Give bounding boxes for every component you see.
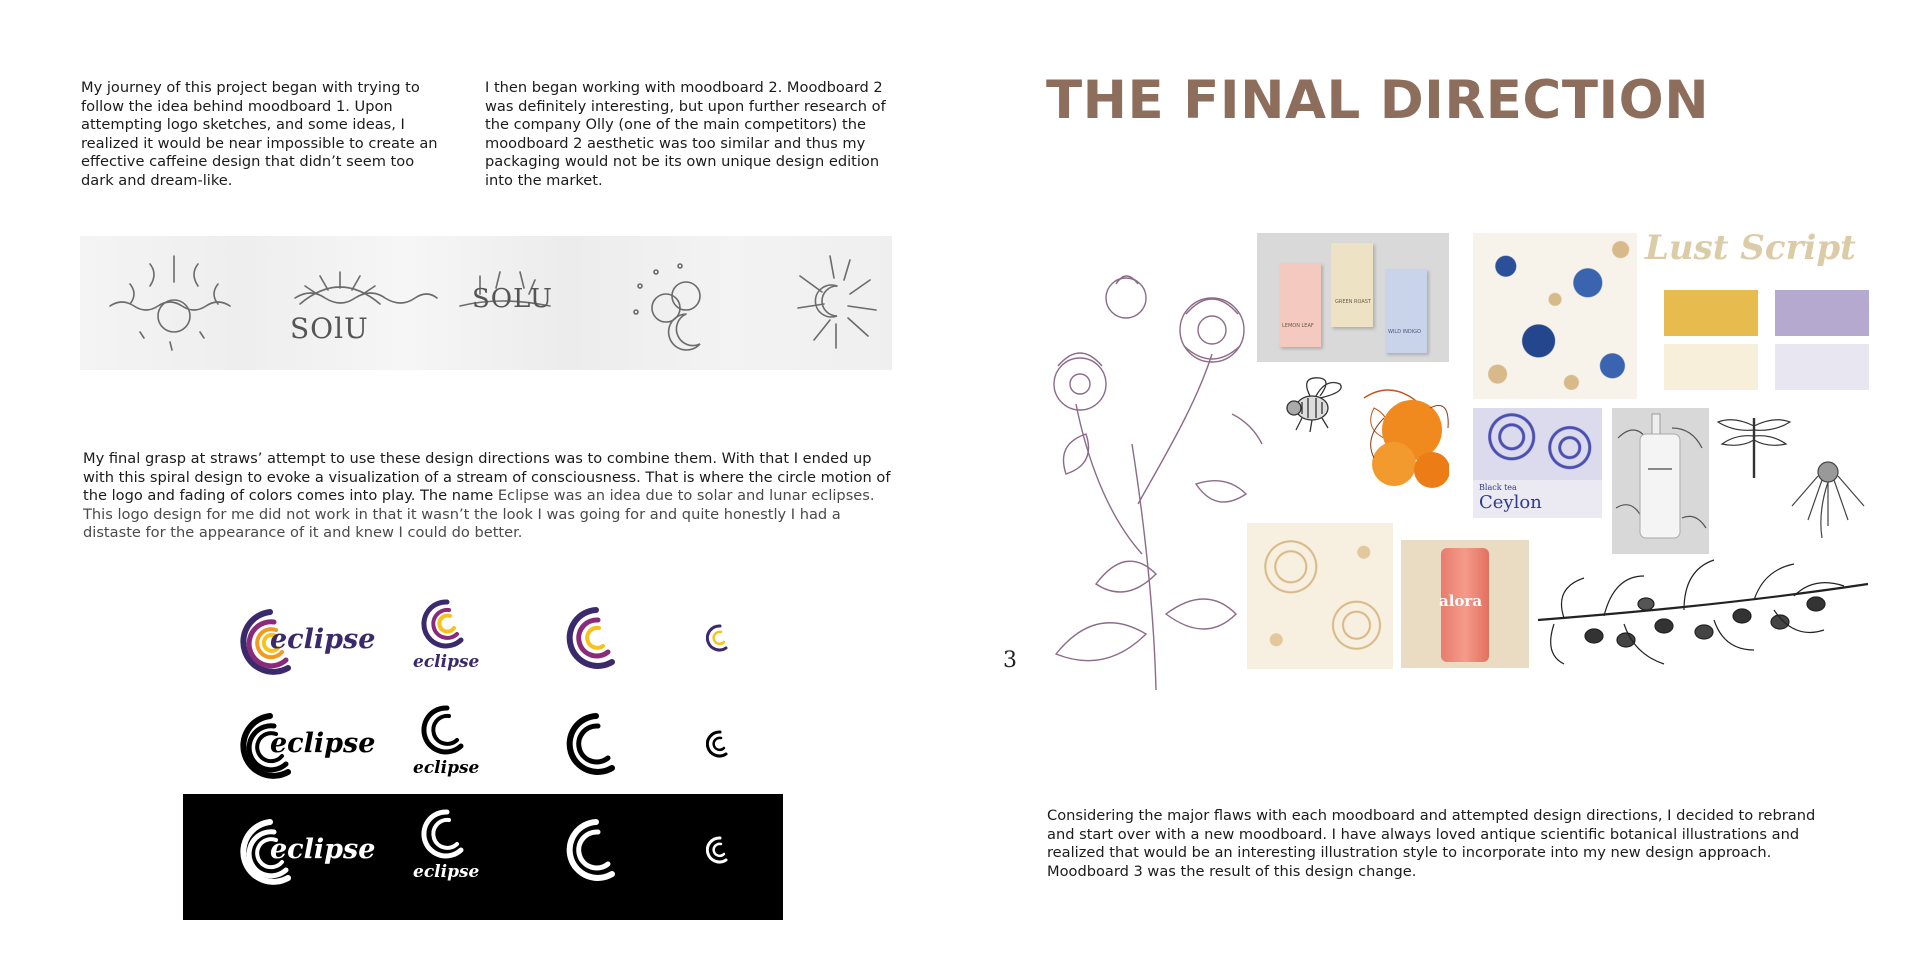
eclipse-logo-color-horizontal — [230, 604, 376, 678]
orange-fruit-illustration — [1354, 378, 1449, 492]
bee-illustration — [1272, 372, 1350, 436]
eclipse-logo-white-horizontal — [230, 814, 376, 888]
eclipse-wordmark: eclipse — [413, 652, 480, 672]
eclipse-logo-white-mark — [562, 818, 622, 882]
logo-sketches-image — [80, 236, 892, 370]
page-number: 3 — [1003, 648, 1017, 673]
eclipse-wordmark: eclipse — [413, 862, 480, 882]
eclipse-logo-white-stacked — [413, 808, 479, 888]
package-label-green-roast: GREEN ROAST — [1335, 299, 1371, 305]
solu-sun-sketch-icon — [295, 272, 437, 304]
eclipse-logo-color-stacked — [413, 598, 479, 678]
sketch-word-solu-2: SOLU — [472, 284, 553, 314]
bottom-paragraph: Considering the major flaws with each moodboard and attempted design directions, I decided to rebrand and start over with a new moodboard. I have always loved antique scientific botanical illustrations and realized that would be an interesting illustration style to incorporate into my new design approach. Moodboard 3 was the result of this design change. — [1047, 807, 1816, 880]
color-swatch-gold — [1664, 290, 1758, 336]
coneflower-illustration — [1782, 446, 1872, 538]
eclipse-logo-black-small — [706, 730, 730, 758]
package-label-wild-indigo: WILD INDIGO — [1388, 329, 1421, 335]
moon-sketch-icon — [634, 264, 700, 350]
final-attempt-paragraph — [83, 450, 903, 543]
tea-packaging-mockup — [1257, 233, 1449, 362]
final-attempt-text-dark: My final grasp at straws’ attempt to use these design directions was to combine them. With that I ended up with this spiral design to evoke a visualization of a stream of consciousness. That is where the circle motion of the logo and fading of colors comes into play. The name — [83, 450, 891, 505]
font-sample-lust-script: Lust Script — [1645, 228, 1856, 268]
package-label-lemon-leaf: LEMON LEAF — [1282, 323, 1314, 329]
ceylon-subtitle: Black tea — [1479, 483, 1517, 492]
color-swatch-lavender — [1775, 290, 1869, 336]
eclipse-logo-white-small — [706, 836, 730, 864]
lotion-bottle-photo — [1612, 408, 1709, 554]
blue-floral-pattern — [1473, 233, 1637, 399]
color-swatch-light-lavender — [1775, 344, 1869, 390]
intro-paragraph-1: My journey of this project began with trying to follow the idea behind moodboard 1. Upon attempting logo sketches, and some ideas, I realized it would be near impossible to create an effective caffeine design that didn’t seem too dark and dream-like. — [81, 79, 438, 189]
alora-can-photo — [1401, 540, 1529, 668]
page-title: THE FINAL DIRECTION — [1046, 70, 1710, 131]
crescent-sun-sketch-icon — [798, 256, 876, 348]
ceylon-tea-box — [1473, 408, 1602, 518]
eclipse-wordmark: eclipse — [270, 834, 376, 865]
eclipse-logo-color-mark — [562, 606, 622, 670]
eclipse-logo-black-stacked — [413, 704, 479, 784]
eclipse-logo-color-small — [706, 624, 730, 652]
eclipse-wordmark: eclipse — [270, 728, 376, 759]
eclipse-logo-black-mark — [562, 712, 622, 776]
eclipse-wordmark: eclipse — [413, 758, 480, 778]
botanical-flower-illustration — [1036, 254, 1282, 690]
final-attempt-text-gray: Eclipse was an idea due to solar and lunar eclipses. This logo design for me did not work in that it wasn’t the look I was going for and quite honestly I had a distaste for the appearance of it and knew I could do better. — [83, 487, 875, 542]
can-label: alora — [1439, 592, 1483, 610]
eclipse-logo-black-horizontal — [230, 708, 376, 782]
beige-floral-pattern — [1247, 523, 1393, 669]
sun-sketch-icon — [110, 256, 230, 350]
olive-branch-illustration — [1534, 544, 1870, 688]
color-swatch-cream — [1664, 344, 1758, 390]
eclipse-wordmark: eclipse — [270, 624, 376, 655]
intro-paragraph-2: I then began working with moodboard 2. Moodboard 2 was definitely interesting, but upon further research of the company Olly (one of the main competitors) the moodboard 2 aesthetic was too similar and thus my packaging would not be its own unique design edition into the market. — [485, 79, 886, 189]
ceylon-label: Ceylon — [1479, 492, 1542, 513]
sketch-word-solu-1: SOlU — [290, 312, 369, 345]
